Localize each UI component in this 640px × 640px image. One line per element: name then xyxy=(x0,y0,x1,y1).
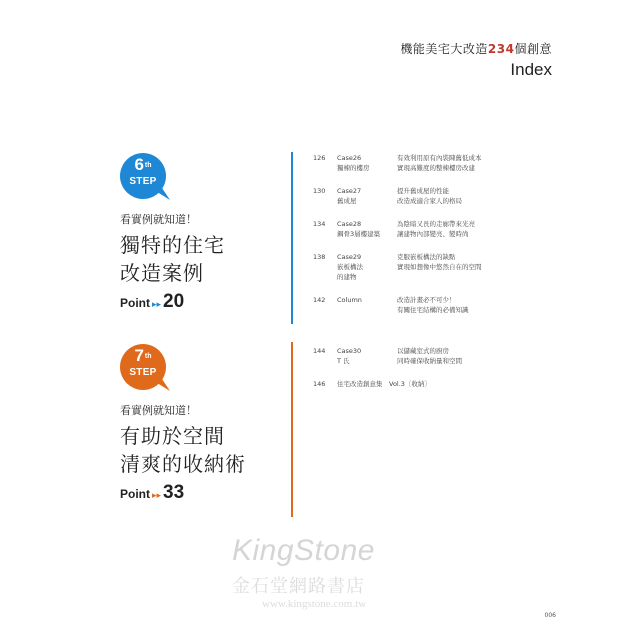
step-6-toc xyxy=(313,153,543,328)
book-title-number: 234 xyxy=(487,42,515,56)
toc-case: Case26 獨棟的樓房 xyxy=(337,154,370,172)
toc-entry[interactable] xyxy=(313,186,543,206)
toc-case: Case27 舊成屋 xyxy=(337,187,362,205)
toc-entry[interactable] xyxy=(313,153,543,173)
book-title xyxy=(400,40,552,57)
book-title-prefix: 機能美宅大改造 xyxy=(400,42,488,56)
double-arrow-icon: ▸▸ xyxy=(152,490,162,500)
point-label: Point xyxy=(120,296,150,310)
step-6-number: 6th xyxy=(134,155,152,174)
point-label: Point xyxy=(120,487,150,501)
toc-desc: 為陰暗又長的走廊帶來光亮 讓建物內部變亮、變時尚 xyxy=(397,220,475,238)
toc-case: Case30 T 氏 xyxy=(337,347,362,365)
double-arrow-icon: ▸▸ xyxy=(152,299,162,309)
step-7-title-line1: 有助於空間 xyxy=(120,424,225,448)
toc-desc: 提升舊成屋的性能 改造成適合家人的格局 xyxy=(397,187,462,205)
step-6-title xyxy=(120,231,280,287)
point-count: 20 xyxy=(163,291,185,312)
toc-case: Case29 嵌板構法 的建物 xyxy=(337,253,363,281)
toc-page: 126 xyxy=(313,154,326,162)
toc-desc: 有效利用原有內裝陳舊低成本 實現高難度的整棟樓房改建 xyxy=(397,154,482,172)
watermark-store-name: 金石堂網路書店 xyxy=(232,576,365,597)
toc-entry[interactable] xyxy=(313,379,543,389)
page-number: 006 xyxy=(544,612,556,619)
toc-page: 144 xyxy=(313,347,326,355)
toc-case: 住宅改造創意集 Vol.3〔收納〕 xyxy=(337,380,431,388)
toc-case: Column xyxy=(337,296,362,304)
step-7-divider xyxy=(291,342,293,517)
step-7-toc xyxy=(313,346,543,402)
toc-page: 146 xyxy=(313,380,326,388)
watermark-url: www.kingstone.com.tw xyxy=(262,598,367,610)
point-count: 33 xyxy=(163,482,185,503)
step-7-block xyxy=(120,344,280,504)
step-7-ordinal: th xyxy=(144,353,152,360)
index-heading: Index xyxy=(510,60,552,79)
step-6-block xyxy=(120,153,280,313)
toc-desc: 以儲藏室式的廚房 同時確保收納量和空間 xyxy=(397,347,462,365)
toc-entry[interactable] xyxy=(313,346,543,366)
toc-page: 130 xyxy=(313,187,326,195)
step-6-divider xyxy=(291,152,293,324)
step-7-number: 7th xyxy=(134,346,152,365)
step-7-lead: 看實例就知道！ xyxy=(120,404,197,417)
toc-entry[interactable] xyxy=(313,252,543,282)
step-7-badge xyxy=(120,344,168,392)
watermark-brand: KingStone xyxy=(232,534,375,567)
step-6-ordinal: th xyxy=(144,162,152,169)
toc-page: 138 xyxy=(313,253,326,261)
toc-entry[interactable] xyxy=(313,219,543,239)
book-title-suffix: 個創意 xyxy=(514,42,552,56)
toc-desc: 克服嵌板構法的缺點 實現如想像中悠然自在的空間 xyxy=(397,253,482,271)
toc-page: 142 xyxy=(313,296,326,304)
step-6-lead: 看實例就知道！ xyxy=(120,213,197,226)
step-6-title-line1: 獨特的住宅 xyxy=(120,233,225,257)
step-6-word: STEP xyxy=(129,176,157,187)
step-6-badge xyxy=(120,153,168,201)
toc-page: 134 xyxy=(313,220,326,228)
step-6-title-line2: 改造案例 xyxy=(120,261,204,285)
toc-desc: 改造計畫必不可少！ 有關住宅結構的必備知識 xyxy=(397,296,469,314)
step-7-point xyxy=(120,482,280,504)
step-7-word: STEP xyxy=(129,367,157,378)
step-7-title xyxy=(120,422,280,478)
step-6-point xyxy=(120,291,280,313)
step-7-title-line2: 清爽的收納術 xyxy=(120,452,246,476)
toc-entry[interactable] xyxy=(313,295,543,315)
toc-case: Case28 鋼骨3層樓建築 xyxy=(337,220,381,238)
